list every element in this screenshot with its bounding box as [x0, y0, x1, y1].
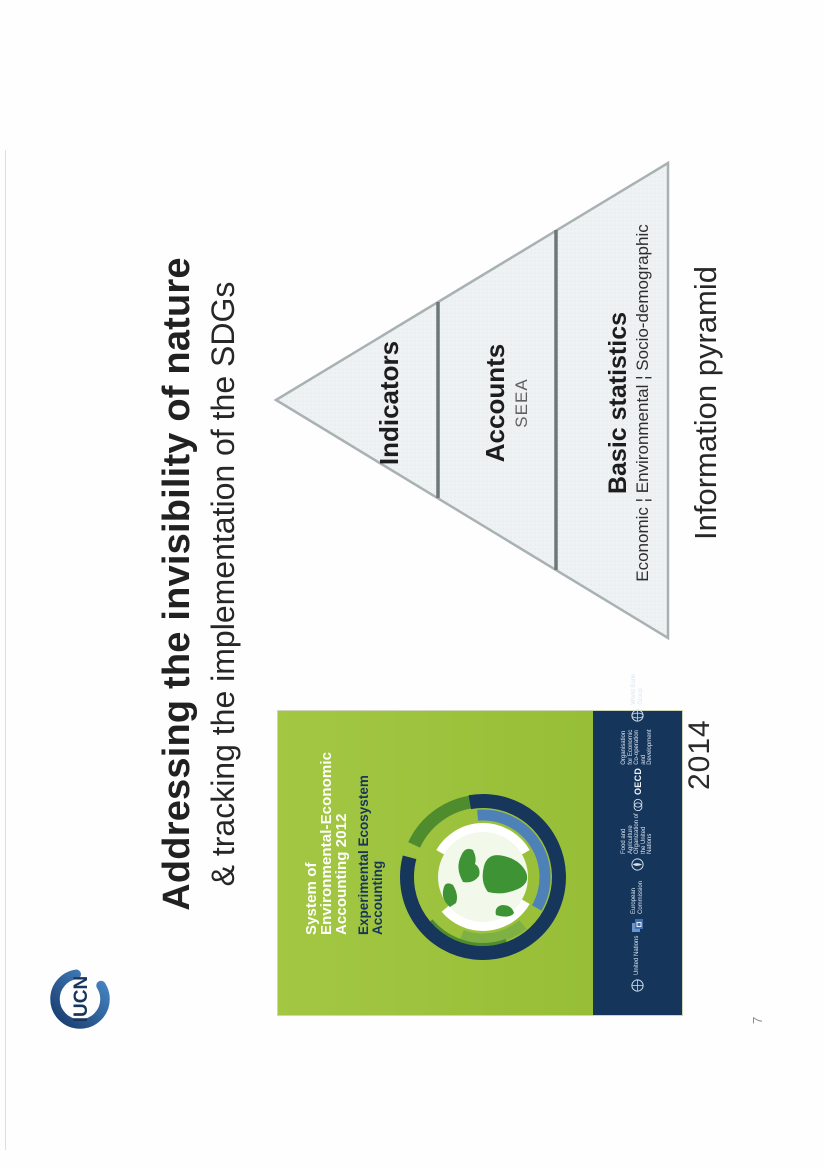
- iucn-logo: [47, 961, 114, 1037]
- fao-icon: [630, 857, 645, 872]
- iucn-ring-icon: [47, 961, 114, 1037]
- united-nations-caption: United Nations: [634, 935, 641, 975]
- slide-title: [152, 0, 244, 1168]
- pyramid-sublabel-seea: SEEA: [512, 378, 531, 428]
- information-pyramid-diagram: [266, 148, 741, 658]
- cover-subtitle: Experimental Ecosystem Accounting: [356, 775, 385, 935]
- world-bank-icon: [630, 708, 645, 723]
- world-bank-caption: World Bank Group: [631, 673, 644, 705]
- european-commission-logo: [630, 872, 645, 933]
- european-commission-icon: [630, 917, 645, 933]
- united-nations-logo: [630, 933, 645, 993]
- pyramid-sublabel-statistic-domains: Economic ¦ Environmental ¦ Socio-demographic: [633, 224, 652, 582]
- seea-book-cover: [278, 673, 682, 1015]
- cover-logo-band: [593, 673, 682, 1015]
- title-line-2: & tracking the implementation of the SDGs: [205, 281, 241, 887]
- european-commission-caption: European Commission: [631, 880, 644, 914]
- year-label: 2014: [683, 719, 716, 790]
- united-nations-icon: [630, 978, 645, 993]
- pyramid-label-indicators: Indicators: [374, 340, 404, 466]
- pyramid-label-basic-statistics: Basic statistics: [604, 311, 632, 495]
- cover-title-line-2: Environmental-Economic: [318, 751, 335, 935]
- page-number: 7: [750, 1016, 765, 1024]
- book-cover-title: [304, 711, 385, 935]
- world-bank-logo: [630, 663, 645, 723]
- oecd-icon: [631, 798, 645, 812]
- fao-logo: [621, 812, 654, 872]
- iucn-logo-text: IUCN: [71, 975, 92, 1023]
- pyramid-label-accounts: Accounts: [480, 343, 510, 463]
- cover-title-line-1: System of: [303, 862, 320, 935]
- cover-title-line-3: Accounting 2012: [333, 813, 350, 935]
- information-pyramid-caption: Information pyramid: [688, 266, 723, 540]
- globe-arcs-icon: [378, 772, 593, 977]
- oecd-logo: [621, 723, 654, 812]
- oecd-wordmark: OECD: [632, 767, 643, 795]
- title-line-1: Addressing the invisibility of nature: [156, 257, 198, 911]
- oecd-caption: Organisation for Economic Co-operation and Development: [621, 729, 654, 765]
- fao-caption: Food and Agriculture Organization of the United Nations: [621, 813, 654, 854]
